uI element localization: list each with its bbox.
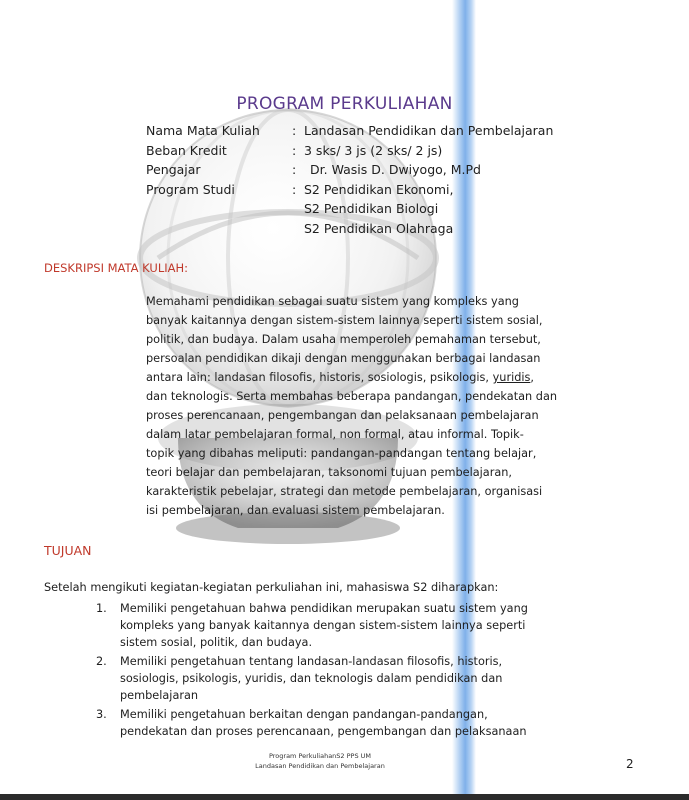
program-item: S2 Pendidikan Ekonomi, [304, 181, 454, 197]
description-comma: , [530, 371, 535, 384]
course-info [146, 121, 553, 238]
credit-row [146, 141, 553, 161]
course-name-value: Landasan Pendidikan dan Pembelajaran [304, 123, 554, 138]
description-text [146, 292, 636, 520]
list-item-number: 2. [96, 655, 107, 668]
bottom-border [0, 794, 689, 800]
list-item-line: sosiologis, psikologis, yuridis, dan teknologis dalam pendidikan dan [120, 672, 503, 685]
description-line: isi pembelajaran, dan evaluasi sistem pembelajaran. [146, 504, 445, 517]
description-line: antara lain: landasan filosofis, historis, sosiologis, psikologis, [146, 371, 489, 384]
page-number: 2 [626, 757, 634, 771]
description-underlined-word: yuridis [492, 371, 531, 384]
course-name-row [146, 121, 553, 141]
description-line: banyak kaitannya dengan sistem-sistem lainnya seperti sistem sosial, [146, 314, 543, 327]
description-line: politik, dan budaya. Dalam usaha memperoleh pemahaman tersebut, [146, 333, 541, 346]
program-list [304, 180, 454, 239]
course-name-label: Nama Mata Kuliah [146, 123, 260, 138]
list-item-text [120, 653, 502, 704]
list-item [96, 600, 606, 651]
program-item: S2 Pendidikan Olahraga [304, 220, 454, 236]
colon: : [292, 123, 297, 138]
page-footer [200, 751, 440, 771]
program-item: S2 Pendidikan Biologi [304, 201, 439, 216]
description-line: dalam latar pembelajaran formal, non formal, atau informal. Topik- [146, 428, 524, 441]
list-item-line: kompleks yang banyak kaitannya dengan sistem-sistem lainnya seperti [120, 619, 526, 632]
description-heading: DESKRIPSI MATA KULIAH: [44, 261, 189, 275]
list-item-text [120, 600, 528, 651]
program-label: Program Studi [146, 181, 235, 197]
footer-line: Program PerkuliahanS2 PPS UM [268, 752, 372, 760]
description-line: persoalan pendidikan dikaji dengan menggunakan berbagai landasan [146, 352, 541, 365]
list-item-line: pembelajaran [120, 689, 199, 702]
description-line: proses perencanaan, pengembangan dan pelaksanaan pembelajaran [146, 409, 539, 422]
list-item [96, 653, 606, 704]
list-item-line: Memiliki pengetahuan tentang landasan-landasan filosofis, historis, [120, 655, 503, 668]
lecturer-row [146, 160, 553, 180]
description-line: dan teknologis. Serta membahas beberapa pandangan, pendekatan dan [146, 390, 558, 403]
list-item-line: Memiliki pengetahuan bahwa pendidikan merupakan suatu sistem yang [120, 602, 528, 615]
colon: : [292, 181, 297, 197]
list-item-number: 1. [96, 602, 107, 615]
credit-label: Beban Kredit [146, 142, 227, 158]
list-item-number: 3. [96, 708, 107, 721]
goals-intro: Setelah mengikuti kegiatan-kegiatan perkuliahan ini, mahasiswa S2 diharapkan: [44, 581, 499, 594]
description-line: topik yang dibahas meliputi: pandangan-pandangan tentang belajar, [146, 447, 537, 460]
goals-list [96, 600, 606, 742]
list-item-text [120, 706, 527, 740]
description-line: teori belajar dan pembelajaran, taksonomi tujuan pembelajaran, [146, 466, 513, 479]
program-row [146, 180, 553, 239]
goals-heading: TUJUAN [44, 543, 92, 558]
list-item-line: Memiliki pengetahuan berkaitan dengan pandangan-pandangan, [120, 708, 488, 721]
lecturer-label: Pengajar [146, 162, 201, 177]
description-line: Memahami pendidikan sebagai suatu sistem yang kompleks yang [146, 295, 519, 308]
colon: : [292, 142, 297, 158]
description-line: karakteristik pebelajar, strategi dan metode pembelajaran, organisasi [146, 485, 543, 498]
footer-line: Landasan Pendidikan dan Pembelajaran [255, 762, 385, 770]
list-item-line: sistem sosial, politik, dan budaya. [120, 636, 313, 649]
list-item [96, 706, 606, 740]
colon: : [292, 162, 297, 177]
document-title: PROGRAM PERKULIAHAN [236, 94, 453, 114]
list-item-line: pendekatan dan proses perencanaan, pengembangan dan pelaksanaan [120, 725, 527, 738]
credit-value: 3 sks/ 3 js (2 sks/ 2 js) [304, 142, 443, 158]
lecturer-value: Dr. Wasis D. Dwiyogo, M.Pd [310, 162, 481, 177]
